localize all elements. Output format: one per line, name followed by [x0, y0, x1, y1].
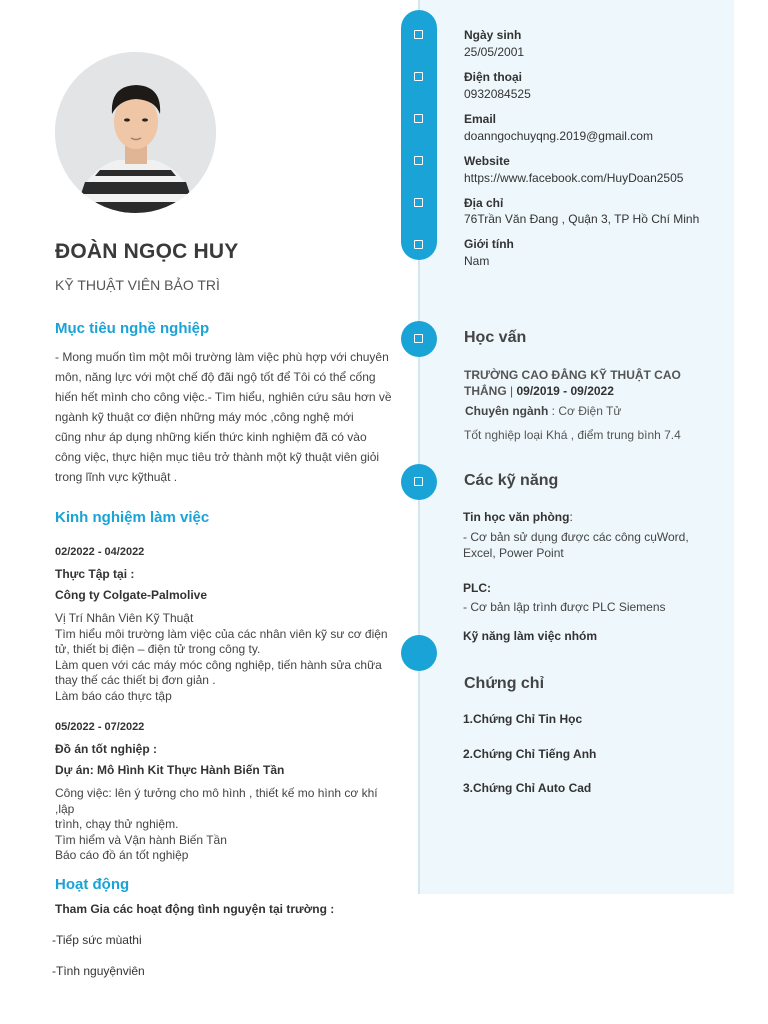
education-major	[465, 404, 621, 418]
website-icon	[414, 156, 423, 165]
experience-line: Công việc: lên ý tưởng cho mô hình , thiết kế mo hình cơ khí ,lập	[55, 786, 378, 816]
education-school	[464, 367, 724, 399]
experience-line: Vị Trí Nhân Viên Kỹ Thuật	[55, 611, 194, 625]
objective-line: cũng như áp dụng những kiến thức kinh nghiệm đã có vào	[55, 430, 367, 444]
school-name-line2	[464, 383, 724, 399]
skill-office-line: Excel, Power Point	[463, 546, 564, 560]
gender-label: Giới tính	[464, 237, 514, 251]
address-icon	[414, 198, 423, 207]
skill-office-colon: :	[569, 510, 573, 524]
activities-intro: Tham Gia các hoạt động tình nguyện tại trường :	[55, 902, 335, 916]
experience-period: 05/2022 - 07/2022	[55, 721, 145, 733]
experience-line: tử, thiết bị điện – điện tử trong công ty.	[55, 642, 261, 656]
education-result: Tốt nghiệp loại Khá , điểm trung bình 7.4	[464, 428, 681, 442]
skill-office-line: - Cơ bản sử dụng được các công cụWord,	[463, 530, 689, 544]
objective-line: ngành kỹ thuật cơ điện những máy móc ,công nghệ mới	[55, 410, 354, 424]
address-label: Địa chỉ	[464, 196, 504, 210]
skill-office-label: Tin học văn phòng	[463, 510, 570, 524]
skill-office	[463, 510, 573, 524]
skill-office-detail	[463, 529, 723, 561]
calendar-icon	[414, 30, 423, 39]
experience-type: Thực Tập tại :	[55, 567, 135, 581]
objective-line: môn, năng lực với một chế độ đãi ngộ tốt để Tôi có thể cống	[55, 370, 376, 384]
email-icon	[414, 114, 423, 123]
gender-value: Nam	[464, 254, 490, 268]
education-heading: Học vấn	[464, 329, 527, 346]
email-value: doanngochuyqng.2019@gmail.com	[464, 129, 653, 143]
website-value: https://www.facebook.com/HuyDoan2505	[464, 171, 684, 185]
website-label: Website	[464, 154, 510, 168]
experience-heading: Kinh nghiệm làm việc	[55, 509, 210, 526]
experience-details	[55, 786, 400, 864]
education-period: 09/2019 - 09/2022	[516, 384, 614, 398]
phone-icon	[414, 72, 423, 81]
experience-line: thay thế các thiết bị đơn giản .	[55, 673, 216, 687]
experience-line: trình, chạy thử nghiệm.	[55, 817, 179, 831]
major-value: : Cơ Điện Tử	[548, 404, 622, 418]
job-title: KỸ THUẬT VIÊN BẢO TRÌ	[55, 277, 220, 293]
profile-photo	[55, 52, 216, 213]
activity-item: -Tình nguyệnviên	[52, 964, 145, 978]
education-marker	[401, 321, 437, 357]
objective-heading: Mục tiêu nghề nghiệp	[55, 320, 210, 337]
major-label: Chuyên ngành	[465, 404, 549, 418]
experience-line: Tìm hiểu môi trường làm việc của các nhân viên kỹ sư cơ điện	[55, 626, 388, 641]
email-label: Email	[464, 112, 497, 126]
certificate-item: 2.Chứng Chỉ Tiếng Anh	[463, 747, 597, 761]
school-name-cont: THẮNG	[464, 384, 507, 398]
experience-line: Báo cáo đồ án tốt nghiệp	[55, 848, 189, 862]
full-name: ĐOÀN NGỌC HUY	[55, 240, 239, 263]
experience-line: Làm báo cáo thực tập	[55, 688, 172, 703]
phone-value: 0932084525	[464, 87, 531, 101]
gender-icon	[414, 240, 423, 249]
experience-line: Làm quen với các máy móc công nghiệp, tiến hành sửa chữa	[55, 657, 382, 672]
phone-label: Điện thoại	[464, 70, 523, 84]
objective-line: - Mong muốn tìm một môi trường làm việc phù hợp với chuyên	[55, 350, 389, 364]
objective-line: công việc, thực hiện mục tiêu trở thành một kỹ thuật viên giỏi	[55, 450, 380, 464]
address-value: 76Trần Văn Đang , Quận 3, TP Hồ Chí Minh	[464, 212, 700, 226]
education-icon	[414, 334, 423, 343]
objective-line: hiến hết mình cho công việc.- Tìm hiểu, nghiên cứu sâu hơn về	[55, 390, 392, 404]
school-name-line1: TRƯỜNG CAO ĐẲNG KỸ THUẬT CAO	[464, 368, 681, 382]
skills-marker	[401, 464, 437, 500]
activities-heading: Hoạt động	[55, 876, 130, 893]
experience-org: Dự án: Mô Hình Kit Thực Hành Biến Tần	[55, 763, 285, 777]
birthdate-label: Ngày sinh	[464, 28, 522, 42]
experience-type: Đồ án tốt nghiệp :	[55, 742, 157, 756]
school-separator: |	[506, 384, 517, 398]
skill-plc-detail: - Cơ bản lập trình được PLC Siemens	[463, 600, 666, 614]
objective-text	[55, 347, 395, 487]
birthdate-value: 25/05/2001	[464, 45, 525, 59]
skill-teamwork: Kỹ năng làm việc nhóm	[463, 629, 598, 643]
skills-icon	[414, 477, 423, 486]
experience-org: Công ty Colgate-Palmolive	[55, 588, 208, 602]
certificate-item: 1.Chứng Chỉ Tin Học	[463, 712, 583, 726]
activity-item: -Tiếp sức mùathi	[52, 933, 142, 947]
certificates-marker	[401, 635, 437, 671]
skills-heading: Các kỹ năng	[464, 472, 559, 489]
skill-plc-label: PLC:	[463, 581, 491, 595]
objective-line: trong lĩnh vực kỹthuật .	[55, 470, 178, 484]
experience-period: 02/2022 - 04/2022	[55, 546, 145, 558]
experience-details	[55, 611, 400, 704]
experience-line: Tìm hiểm và Vận hành Biến Tần	[55, 832, 227, 847]
certificate-item: 3.Chứng Chỉ Auto Cad	[463, 781, 592, 795]
contact-icon-strip	[401, 10, 437, 260]
certificates-heading: Chứng chỉ	[464, 675, 545, 692]
